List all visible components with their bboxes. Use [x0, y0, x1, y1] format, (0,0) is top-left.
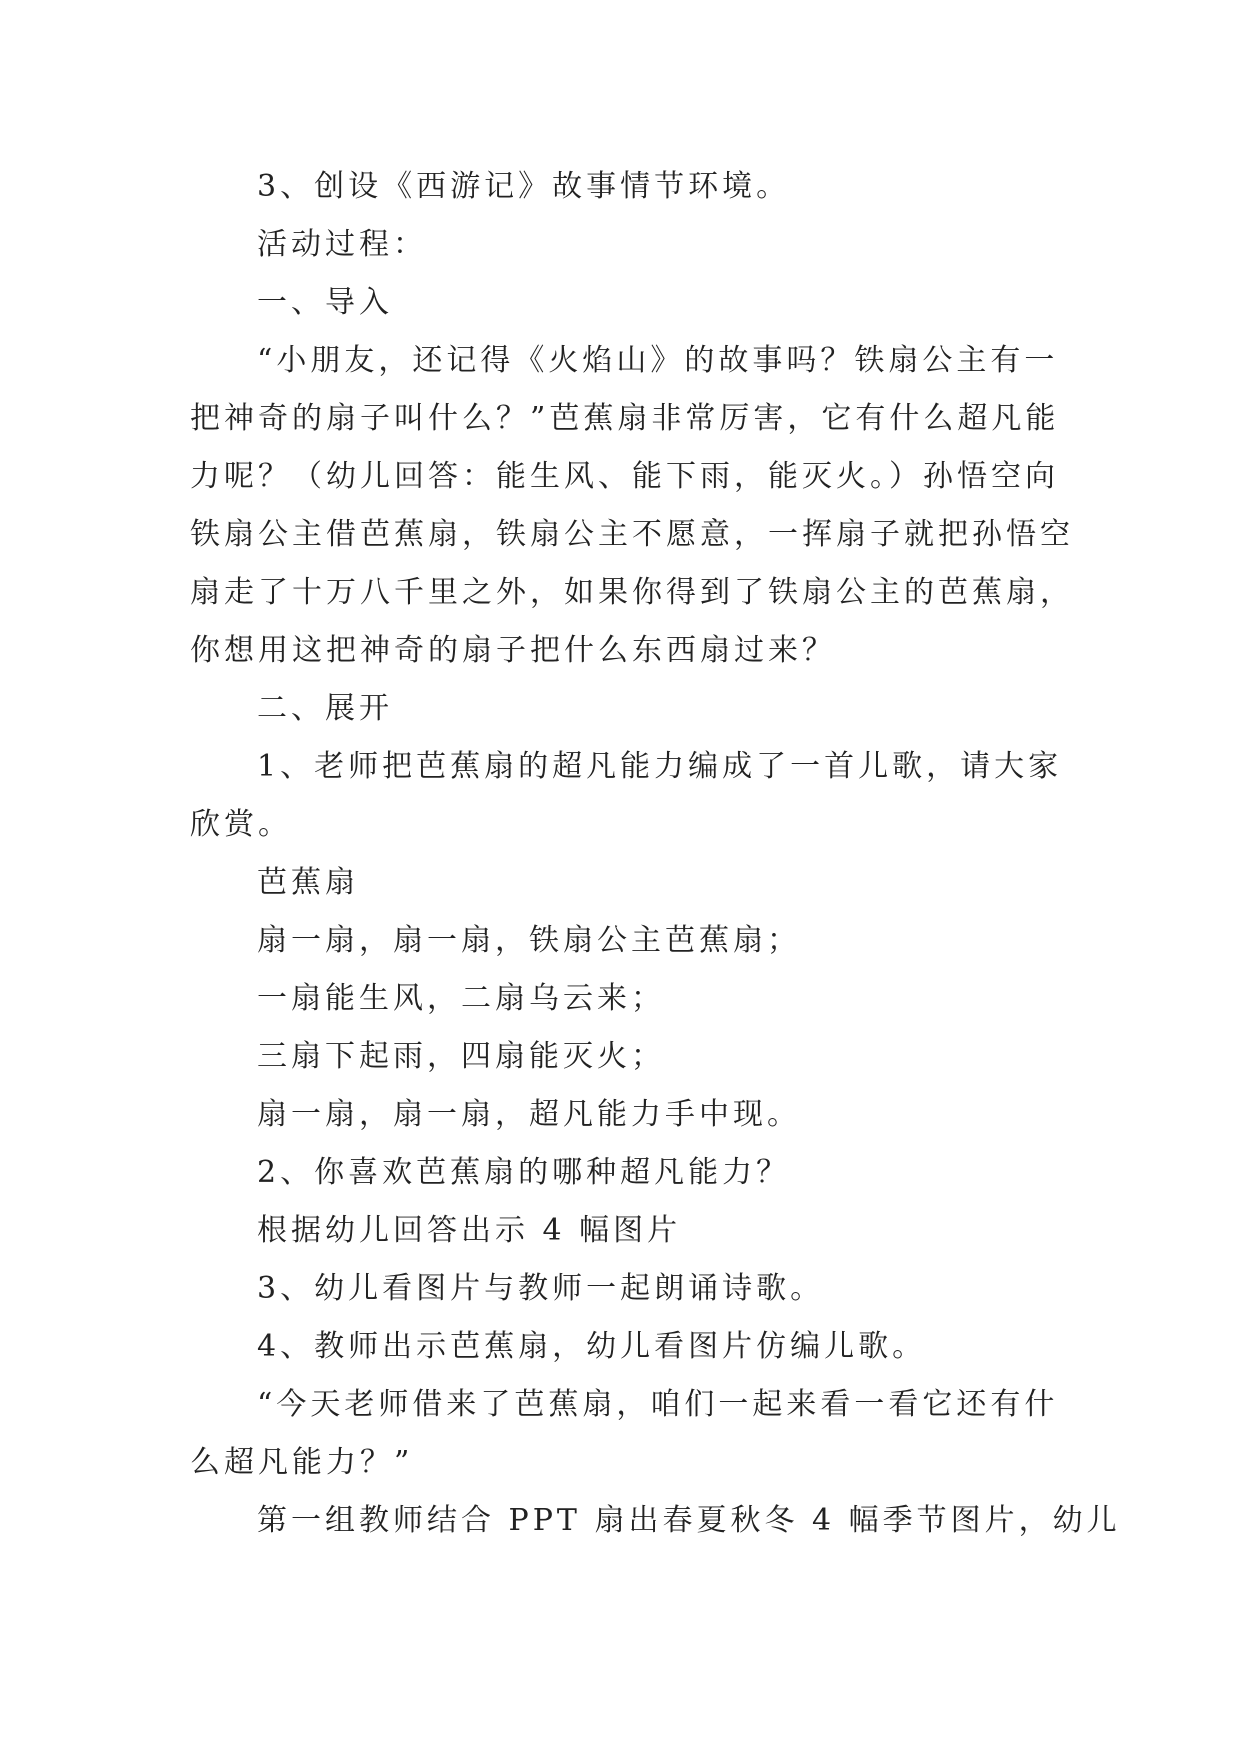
paragraph-line: 1、老师把芭蕉扇的超凡能力编成了一首儿歌，请大家 [257, 749, 1063, 784]
paragraph-line: 么超凡能力？” [190, 1445, 414, 1480]
poem-title: 芭蕉扇 [257, 865, 359, 900]
paragraph-line: 活动过程： [257, 227, 427, 262]
poem-line: 一扇能生风，二扇乌云来； [257, 981, 665, 1016]
section-heading: 二、展开 [257, 691, 393, 726]
paragraph-line: 把神奇的扇子叫什么？”芭蕉扇非常厉害，它有什么超凡能 [190, 401, 1060, 436]
section-heading: 一、导入 [257, 285, 393, 320]
paragraph-line: 第一组教师结合 PPT 扇出春夏秋冬 4 幅季节图片，幼儿 [257, 1503, 1121, 1538]
poem-line: 扇一扇，扇一扇，超凡能力手中现。 [257, 1097, 801, 1132]
paragraph-line: 2、你喜欢芭蕉扇的哪种超凡能力？ [257, 1155, 791, 1190]
poem-line: 扇一扇，扇一扇，铁扇公主芭蕉扇； [257, 923, 801, 958]
paragraph-line: 力呢？（幼儿回答：能生风、能下雨，能灭火。）孙悟空向 [190, 459, 1059, 494]
paragraph-line: 3、幼儿看图片与教师一起朗诵诗歌。 [257, 1271, 825, 1306]
paragraph-line: “今天老师借来了芭蕉扇，咱们一起来看一看它还有什 [257, 1387, 1059, 1422]
paragraph-line: “小朋友，还记得《火焰山》的故事吗？铁扇公主有一 [257, 343, 1059, 378]
paragraph-line: 铁扇公主借芭蕉扇，铁扇公主不愿意，一挥扇子就把孙悟空 [190, 517, 1074, 552]
poem-line: 三扇下起雨，四扇能灭火； [257, 1039, 665, 1074]
paragraph-line: 4、教师出示芭蕉扇，幼儿看图片仿编儿歌。 [257, 1329, 927, 1364]
paragraph-line: 欣赏。 [190, 807, 292, 842]
paragraph-line: 扇走了十万八千里之外，如果你得到了铁扇公主的芭蕉扇， [190, 575, 1074, 610]
paragraph-line: 根据幼儿回答出示 4 幅图片 [257, 1213, 682, 1248]
paragraph-line: 你想用这把神奇的扇子把什么东西扇过来？ [190, 633, 836, 668]
paragraph-line: 3、创设《西游记》故事情节环境。 [257, 169, 791, 204]
